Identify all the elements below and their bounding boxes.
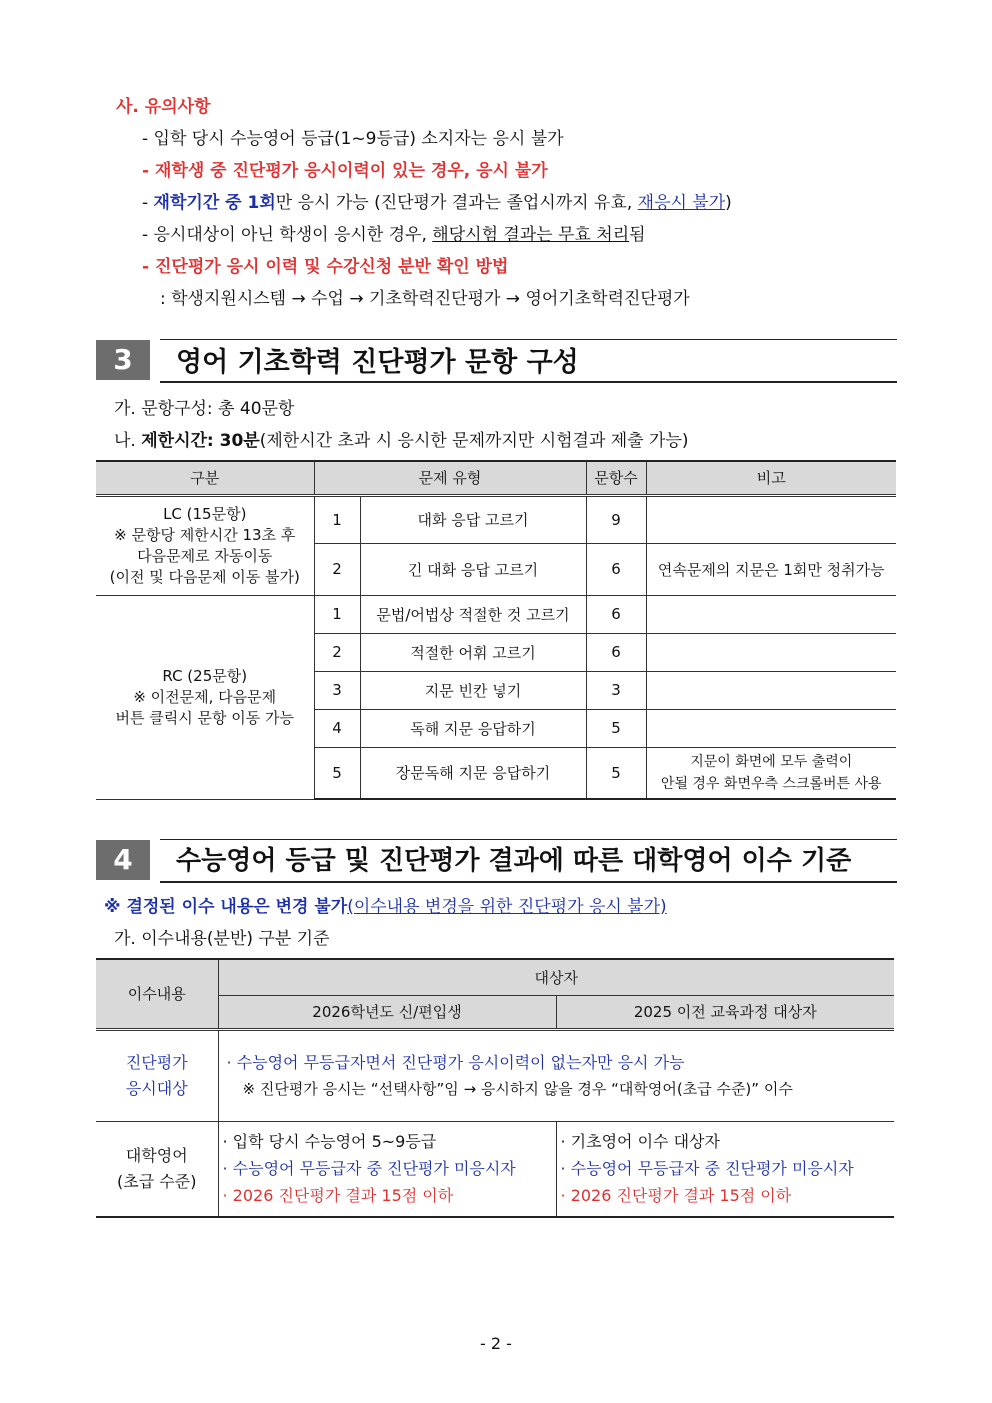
row-type: 문법/어법상 적절한 것 고르기 [360,595,586,633]
criteria-line: · 2026 진단평가 결과 15점 이하 [560,1186,792,1206]
note-item-3-dash: - [142,193,154,213]
note-item-4 [142,220,646,245]
row-label-line: (초급 수준) [117,1171,197,1191]
row-number: 2 [314,543,360,595]
row-note [646,709,896,747]
notes-heading: 사. 유의사항 [116,97,211,117]
row-note-line: 안될 경우 화면우측 스크롤버튼 사용 [660,775,882,792]
note-item-3-mid: 만 응시 가능 (진단평가 결과는 졸업시까지 유효, [275,193,638,213]
note-item-4-end: 됨 [629,225,646,245]
rc-group-line: RC (25문항) [162,666,248,685]
exam-target-line: · 수능영어 무등급자면서 진단평가 응시이력이 없는자만 응시 가능 [226,1052,685,1072]
criteria-line: · 기초영어 이수 대상자 [560,1132,720,1152]
row-number: 5 [314,747,360,799]
row-note [646,495,896,543]
criteria-line: · 수능영어 무등급자 중 진단평가 미응시자 [560,1159,854,1179]
note-item-3-bold: 재학기간 중 1회 [153,193,276,213]
row-label-college-english [96,1121,218,1217]
th-question-type: 문제 유형 [314,461,586,495]
lc-group-line: LC (15문항) [163,504,247,523]
row-number: 3 [314,671,360,709]
exam-target-note: ※ 진단평가 응시는 “선택사항”임 → 응시하지 않을 경우 “대학영어(초급 수준)” 이수 [242,1079,793,1098]
page-number: - 2 - [480,1334,512,1353]
section3-line2 [114,426,689,451]
section4-number: 4 [96,840,150,880]
row-number: 1 [314,595,360,633]
note-item-4-underline: 해당시험 결과는 무효 처리 [432,225,630,245]
section4-title-rule [160,839,897,883]
row-note: 연속문제의 지문은 1회만 청취가능 [646,543,896,595]
row-count: 9 [586,495,646,543]
row-count: 6 [586,633,646,671]
section3-title: 영어 기초학력 진단평가 문항 구성 [176,347,579,378]
section4-title: 수능영어 등급 및 진단평가 결과에 따른 대학영어 이수 기준 [176,846,852,876]
th-target: 대상자 [218,959,894,995]
row-note [646,747,896,799]
section3-number: 3 [96,340,150,380]
note-item-2: - 재학생 중 진단평가 응시이력이 있는 경우, 응시 불가 [142,161,548,181]
section3-line2-prefix: 나. [114,431,142,451]
row-type: 긴 대화 응답 고르기 [360,543,586,595]
row-number: 1 [314,495,360,543]
table-row [96,495,896,543]
row-count: 6 [586,543,646,595]
table-row [96,595,896,633]
college-english-2025-cell [556,1121,894,1217]
row-count: 6 [586,595,646,633]
lc-group-line: 다음문제로 자동이동 [137,546,273,565]
criteria-line: · 입학 당시 수능영어 5~9등급 [222,1132,437,1152]
row-label-line: 진단평가 [125,1052,188,1072]
row-note-line: 지문이 화면에 모두 출력이 [690,753,853,770]
note-item-3-link[interactable]: 재응시 불가 [637,193,726,213]
th-course-content: 이수내용 [96,959,218,1029]
th-2026-students: 2026학년도 신/편입생 [218,995,556,1029]
lc-group-line: (이전 및 다음문제 이동 불가) [109,567,300,586]
note-item-3-end: ) [725,193,732,213]
th-category: 구분 [96,461,314,495]
section4-line1: 가. 이수내용(분반) 구분 기준 [114,929,330,949]
row-type: 대화 응답 고르기 [360,495,586,543]
row-note [646,671,896,709]
section3-title-rule [160,339,897,383]
exam-target-description [218,1029,894,1121]
row-label-line: 대학영어 [125,1145,188,1165]
rc-group-cell [96,595,314,799]
section4-notice-text: ※ 결정된 이수 내용은 변경 불가 [104,897,348,917]
row-number: 4 [314,709,360,747]
lc-group-line: ※ 문항당 제한시간 13초 후 [114,525,296,544]
rc-group-line: ※ 이전문제, 다음문제 [133,687,277,706]
row-type: 독해 지문 응답하기 [360,709,586,747]
note-item-1: - 입학 당시 수능영어 등급(1~9등급) 소지자는 응시 불가 [142,129,564,149]
course-criteria-table [96,958,894,1218]
row-count: 3 [586,671,646,709]
criteria-line: · 2026 진단평가 결과 15점 이하 [222,1186,454,1206]
row-note [646,595,896,633]
row-note [646,633,896,671]
criteria-line: · 수능영어 무등급자 중 진단평가 미응시자 [222,1159,516,1179]
row-type: 장문독해 지문 응답하기 [360,747,586,799]
note-item-6: : 학생지원시스템 → 수업 → 기초학력진단평가 → 영어기초학력진단평가 [160,289,690,309]
section3-line2-bold: 제한시간: 30분 [141,431,260,451]
note-item-5: - 진단평가 응시 이력 및 수강신청 분반 확인 방법 [142,257,509,277]
th-note: 비고 [646,461,896,495]
note-item-3 [142,188,732,213]
lc-group-cell [96,495,314,595]
question-structure-table [96,460,896,800]
section4-notice [104,892,667,917]
rc-group-line: 버튼 클릭시 문항 이동 가능 [115,708,294,727]
row-label-exam-target [96,1029,218,1121]
row-number: 2 [314,633,360,671]
row-count: 5 [586,709,646,747]
row-label-line: 응시대상 [125,1078,188,1098]
note-item-4-start: - 응시대상이 아닌 학생이 응시한 경우, [142,225,433,245]
row-count: 5 [586,747,646,799]
th-count: 문항수 [586,461,646,495]
section4-notice-link[interactable]: (이수내용 변경을 위한 진단평가 응시 불가) [347,897,667,917]
table-row [96,1121,894,1217]
th-2025-curriculum: 2025 이전 교육과정 대상자 [556,995,894,1029]
section3-line1: 가. 문항구성: 총 40문항 [114,399,295,419]
section3-line2-rest: (제한시간 초과 시 응시한 문제까지만 시험결과 제출 가능) [259,431,689,451]
table-row [96,1029,894,1121]
college-english-2026-cell [218,1121,556,1217]
row-type: 지문 빈칸 넣기 [360,671,586,709]
row-type: 적절한 어휘 고르기 [360,633,586,671]
